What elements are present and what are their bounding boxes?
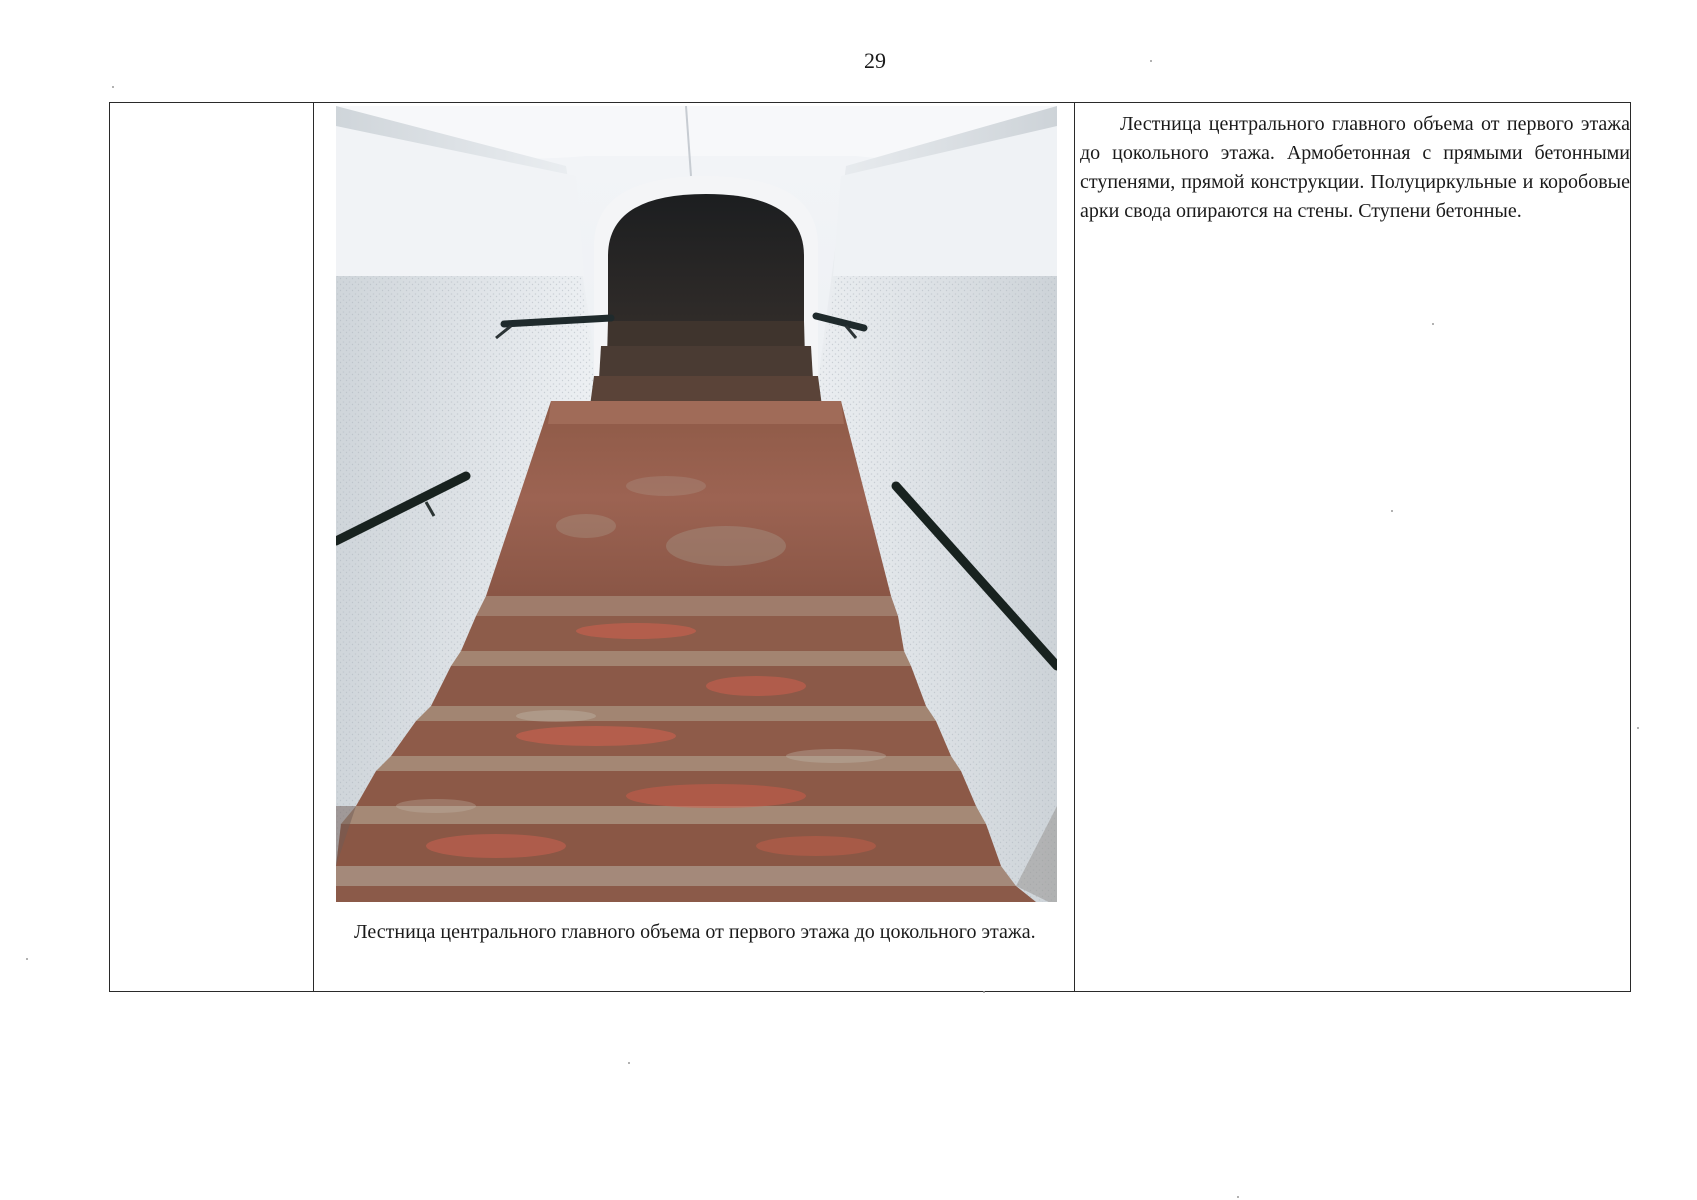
scan-speck: [1150, 60, 1152, 62]
scan-speck: [1432, 323, 1434, 325]
scan-speck: [112, 86, 114, 88]
photo-caption: Лестница центрального главного объема от первого этажа до цокольного этажа.: [354, 921, 1036, 943]
staircase-photo-drawing: [336, 106, 1057, 902]
staircase-photo: [336, 106, 1057, 902]
scan-speck: [26, 958, 28, 960]
table-column-divider: [313, 103, 314, 991]
scan-speck: [1237, 1196, 1239, 1198]
scan-speck: [983, 991, 985, 993]
table-column-divider: [1074, 103, 1075, 991]
page-number: 29: [864, 48, 886, 73]
description-text: Лестница центрального главного объема от первого этажа до цокольного этажа. Армобетонная с прямыми бетонными ступенями, прямой конструкции. Полуциркульные и коробовые арки свода опираются на стены. Ступени бетонные.: [1080, 113, 1630, 222]
scan-speck: [628, 1062, 630, 1064]
scan-speck: [1637, 727, 1639, 729]
scan-speck: [1391, 510, 1393, 512]
